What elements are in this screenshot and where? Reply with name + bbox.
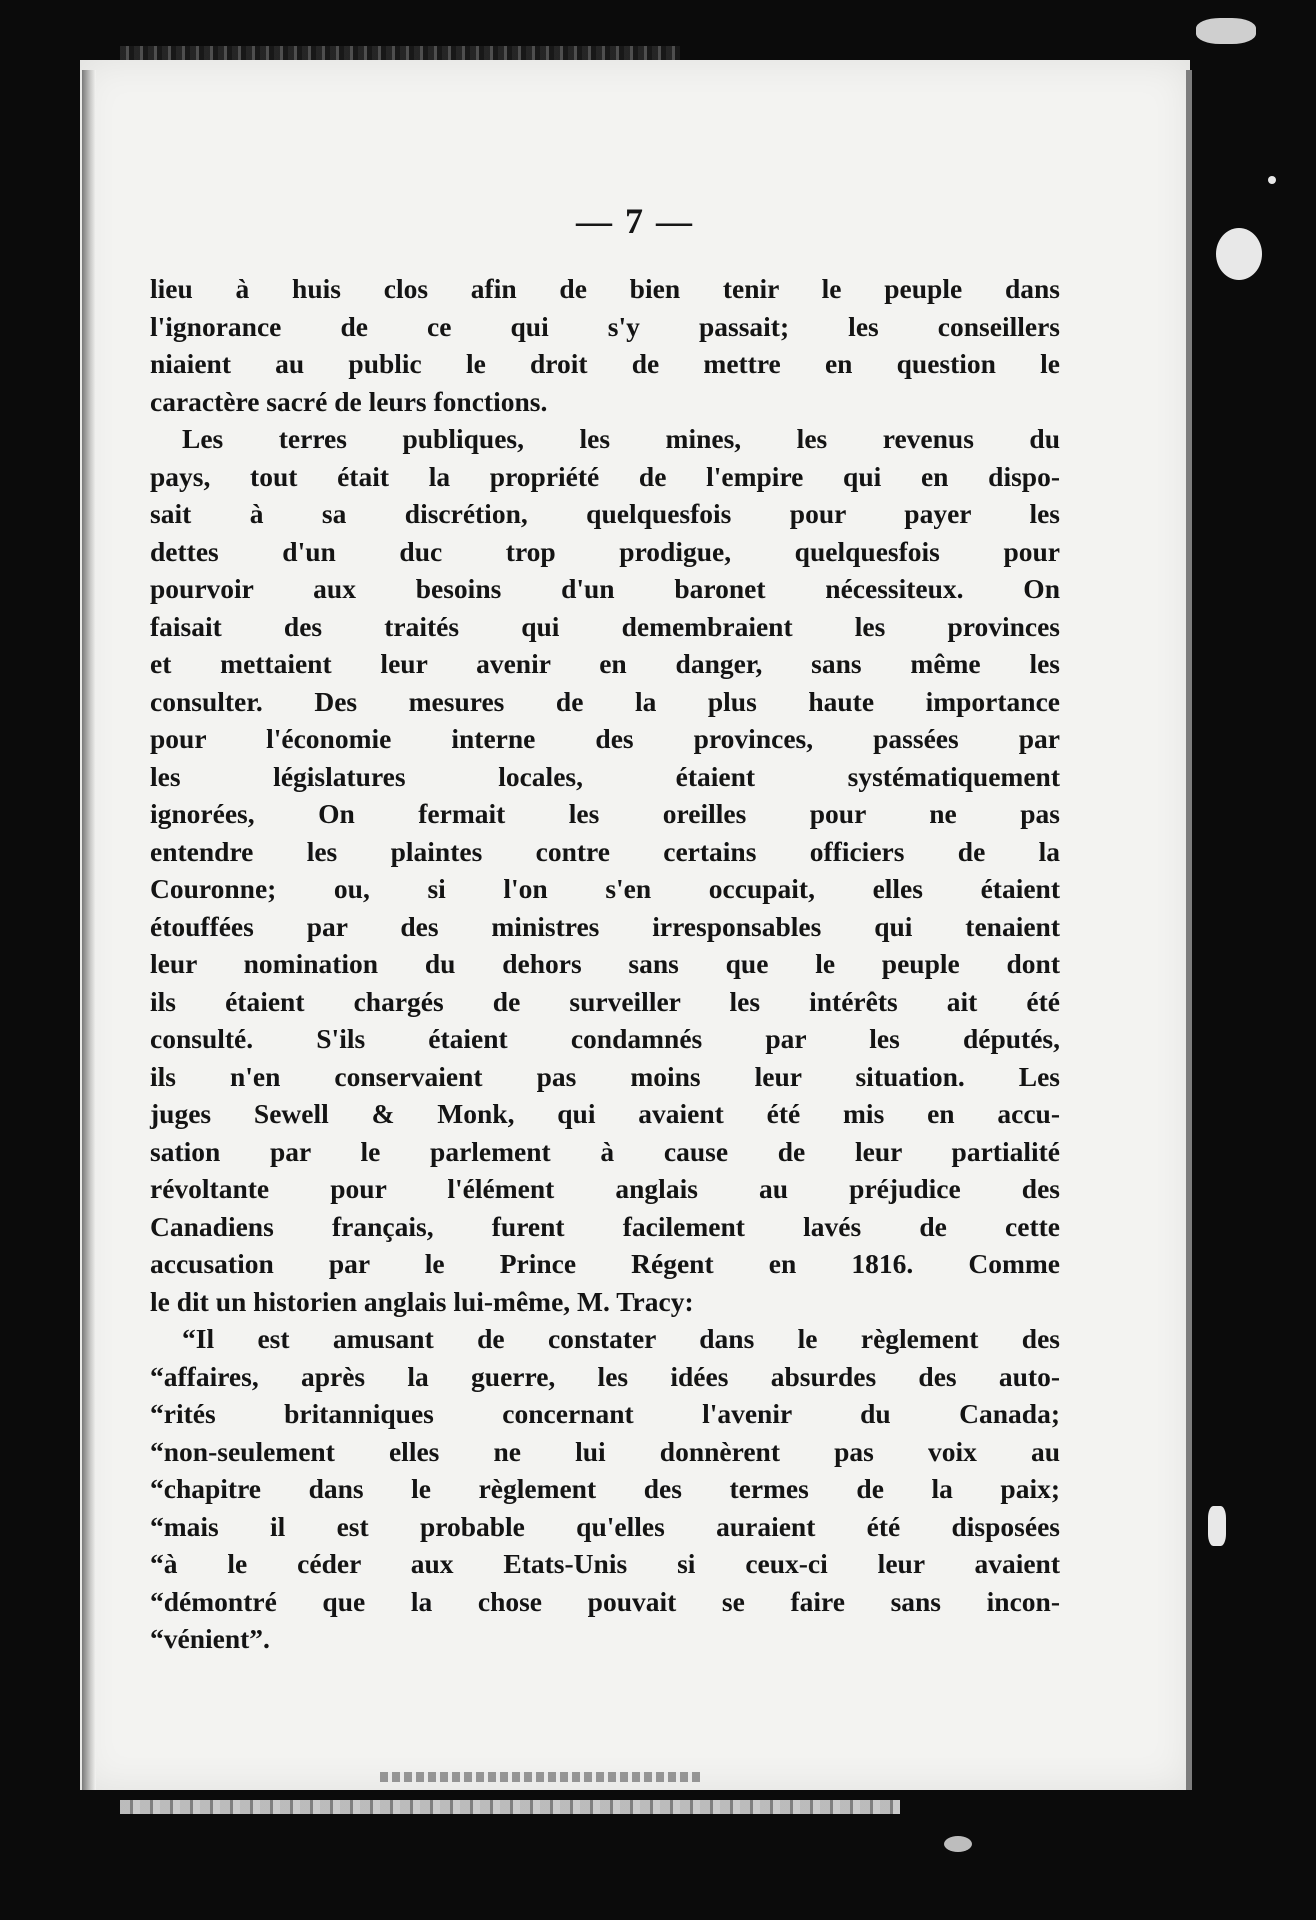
text-line: étouffées par des ministres irresponsables qui tenaient (150, 910, 1060, 942)
text-line: “vénient”. (150, 1623, 270, 1654)
page-number: — 7 — (576, 201, 694, 241)
scan-speck (1268, 176, 1276, 184)
text-line: “à le céder aux Etats-Unis si ceux-ci leur avaient (150, 1548, 1060, 1579)
scan-artifact-bottom-inner (380, 1772, 700, 1782)
text-line: “non-seulement elles ne lui donnèrent pas voix au (150, 1435, 1060, 1467)
text-line: consulté. S'ils étaient condamnés par les députés, (150, 1023, 1060, 1054)
text-line: “Il est amusant de constater dans le règlement des (182, 1323, 1060, 1354)
text-line: faisait des traités qui demembraient les provinces (150, 610, 1060, 642)
text-line: l'ignorance de ce qui s'y passait; les conseillers (150, 310, 1060, 342)
text-line: lieu à huis clos afin de bien tenir le peuple dans (150, 273, 1060, 304)
page-edge (1186, 70, 1192, 1790)
body-text (150, 270, 1060, 1658)
paper-page (80, 60, 1190, 1790)
text-line: caractère sacré de leurs fonctions. (150, 385, 548, 417)
text-line: leur nomination du dehors sans que le peuple dont (150, 948, 1060, 979)
text-line: Canadiens français, furent facilement lavés de cette (150, 1210, 1060, 1242)
text-line: juges Sewell & Monk, qui avaient été mis en accu- (150, 1098, 1060, 1129)
text-line: entendre les plaintes contre certains officiers de la (150, 835, 1060, 867)
scan-artifact-bottom (120, 1800, 900, 1814)
text-line: Les terres publiques, les mines, les revenus du (182, 423, 1060, 454)
text-line: pour l'économie interne des provinces, passées par (150, 723, 1060, 754)
text-line: sation par le parlement à cause de leur partialité (150, 1135, 1060, 1167)
scan-speck (1208, 1506, 1226, 1546)
text-line: dettes d'un duc trop prodigue, quelquesfois pour (150, 535, 1060, 567)
text-line: révoltante pour l'élément anglais au préjudice des (150, 1173, 1060, 1204)
text-line: Couronne; ou, si l'on s'en occupait, elles étaient (150, 873, 1060, 904)
scan-speck (944, 1836, 972, 1852)
text-line: “rités britanniques concernant l'avenir du Canada; (150, 1398, 1060, 1429)
text-line: le dit un historien anglais lui-même, M. Tracy: (150, 1285, 694, 1317)
text-line: ils étaient chargés de surveiller les intérêts ait été (150, 985, 1060, 1017)
scan-artifact-top (120, 46, 680, 60)
paragraph (150, 1320, 1060, 1658)
text-line: niaient au public le droit de mettre en question le (150, 348, 1060, 379)
text-line: “chapitre dans le règlement des termes de la paix; (150, 1473, 1060, 1504)
text-line: consulter. Des mesures de la plus haute importance (150, 685, 1060, 717)
text-line: sait à sa discrétion, quelquesfois pour payer les (150, 498, 1060, 529)
scan-speck (1216, 228, 1262, 280)
scan-speck (1196, 18, 1256, 44)
text-line: et mettaient leur avenir en danger, sans même les (150, 648, 1060, 679)
text-line: accusation par le Prince Régent en 1816. Comme (150, 1248, 1060, 1279)
text-line: ignorées, On fermait les oreilles pour ne pas (150, 798, 1060, 829)
text-line: “démontré que la chose pouvait se faire sans incon- (150, 1585, 1060, 1617)
text-line: pourvoir aux besoins d'un baronet nécessiteux. On (150, 573, 1060, 604)
text-line: ils n'en conservaient pas moins leur situation. Les (150, 1060, 1060, 1092)
text-line: “affaires, après la guerre, les idées absurdes des auto- (150, 1360, 1060, 1392)
text-line: les législatures locales, étaient systématiquement (150, 760, 1060, 792)
paragraph (150, 270, 1060, 420)
paragraph (150, 420, 1060, 1320)
text-line: “mais il est probable qu'elles auraient été disposées (150, 1510, 1060, 1542)
binding-shadow (82, 70, 96, 1790)
text-line: pays, tout était la propriété de l'empire qui en dispo- (150, 460, 1060, 492)
